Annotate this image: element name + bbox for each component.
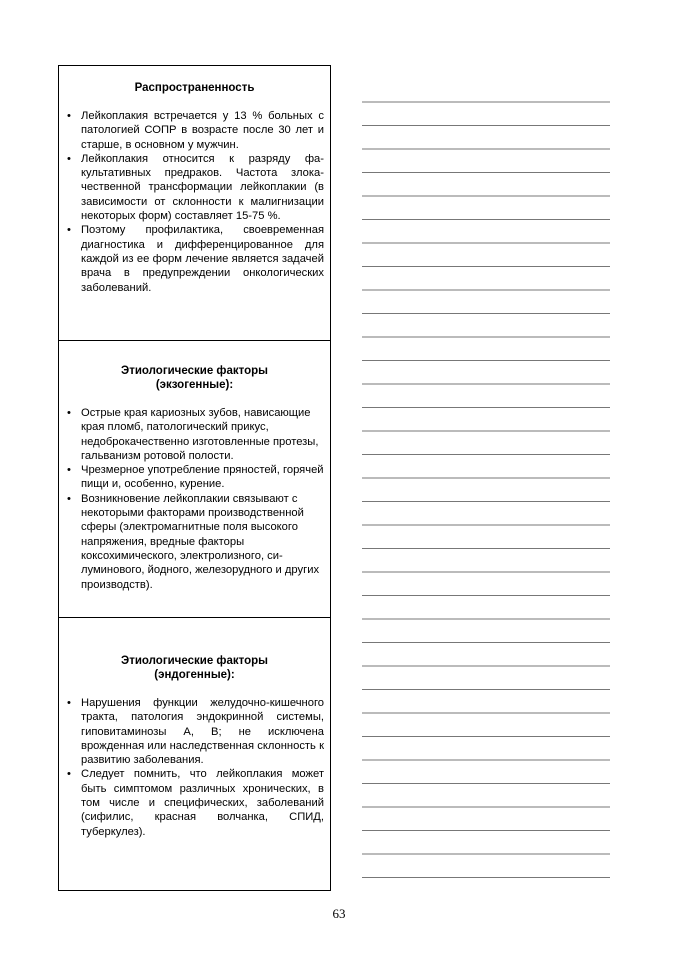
bullet-icon: • (67, 464, 71, 477)
ruled-notes-area (362, 79, 610, 879)
bullet-icon: • (67, 407, 71, 419)
section-title: Распространенность (134, 82, 255, 94)
section-endogenous-factors (59, 618, 330, 890)
list-item: • Острые края кариозных зубов, нависающие края пломб, патологический прикус, недоброкачественно изготовленные протезы, гальванизм ротовой полости. (67, 407, 319, 462)
bullet-icon: • (67, 492, 71, 505)
section-exogenous-factors (59, 341, 330, 618)
bullet-list (59, 696, 330, 839)
list-item: • Возникновение лейкоплакии связывают с некоторыми факторами производственной сферы (электромагнитные поля высокого напряжения, вредные факторы коксохимического, электролизного, силуминового, йодного, железорудного и других производств). (67, 492, 320, 591)
bullet-list (59, 406, 330, 592)
bullet-icon: • (67, 152, 71, 165)
list-item: • Лейкоплакия встречается у 13 % больных с патологией СОПР в возрасте после 30 лет и старше, в основном у мужчин. (67, 110, 324, 151)
page-number: 63 (332, 906, 346, 921)
bullet-icon: • (67, 224, 71, 237)
list-item: • Поэтому профилактика, своевременная диагностика и дифференцированное для каждой из ее форм лечение является задачей врача в предупреждении онкологических заболеваний. (67, 224, 324, 294)
bullet-icon: • (67, 110, 71, 122)
list-item: • Чрезмерное употребление пряностей, горячей пищи и, особенно, курение. (67, 464, 324, 491)
info-table (58, 65, 331, 891)
section-title: Этиологические факторы (экзогенные): (121, 365, 268, 391)
list-item: • Лейкоплакия относится к разряду факультативных предраков. Частота злокачественной трансформации лейкоплакии (в зависимости от склонности к малигнизации некоторых форм) составляет 15-75 %. (67, 152, 324, 223)
bullet-list (59, 109, 330, 295)
section-prevalence (59, 66, 330, 341)
list-item: • Следует помнить, что лейкоплакия может быть симптомом различных хронических, в том числе и специфических, заболеваний (сифилис, красная волчанка, СПИД, туберкулез). (67, 768, 324, 838)
list-item: • Нарушения функции желудочно-кишечного тракта, патология эндокринной системы, гиповитаминозы А, В; не исключена врожденная или наследственная склонность к развитию заболевания. (67, 697, 324, 767)
bullet-icon: • (67, 697, 71, 709)
section-title: Этиологические факторы (эндогенные): (121, 655, 268, 681)
bullet-icon: • (67, 768, 71, 781)
